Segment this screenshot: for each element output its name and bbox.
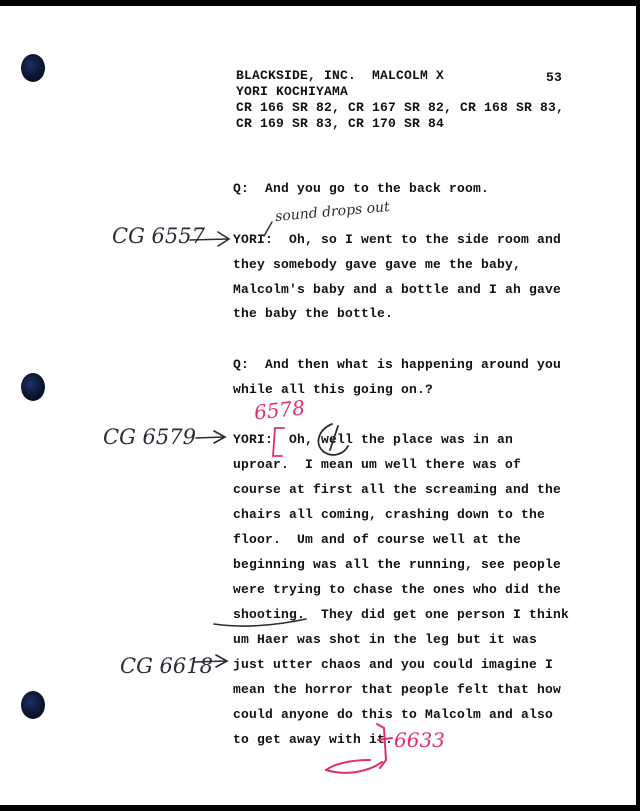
transcript-line: Q: And you go to the back room. xyxy=(233,181,490,196)
underline-mark xyxy=(214,619,306,626)
transcript-line: floor. Um and of course well at the xyxy=(233,532,522,547)
transcript-line: beginning was all the running, see people xyxy=(233,557,562,572)
header-line: CR 166 SR 82, CR 167 SR 82, CR 168 SR 83, xyxy=(236,100,565,115)
page-number: 53 xyxy=(546,70,563,85)
arrow-mark xyxy=(196,431,225,443)
transcript-line: YORI: Oh, well the place was in an xyxy=(233,432,514,447)
handwritten-red-code: 6633 xyxy=(394,728,445,752)
handwritten-cg-code: CG 6557 xyxy=(112,224,205,248)
transcript-line: the baby the bottle. xyxy=(233,306,394,321)
arrow-mark xyxy=(194,655,227,667)
transcript-line: chairs all coming, crashing down to the xyxy=(233,507,546,522)
transcript-line: to get away with it. xyxy=(233,732,394,747)
handwritten-red-code: 6578 xyxy=(252,395,307,425)
handwritten-cg-code: CG 6579 xyxy=(103,425,196,449)
transcript-line: shooting. They did get one person I think xyxy=(233,607,570,622)
red-bracket-mark xyxy=(273,428,284,456)
check-mark xyxy=(318,424,348,455)
header-line: CR 169 SR 83, CR 170 SR 84 xyxy=(236,116,445,131)
transcript-line: just utter chaos and you could imagine I xyxy=(233,657,554,672)
end-bracket-mark xyxy=(326,724,392,773)
tick-mark xyxy=(264,222,272,236)
transcript-line: could anyone do this to Malcolm and also xyxy=(233,707,554,722)
transcript-line: were trying to chase the ones who did the xyxy=(233,582,562,597)
transcript-line: Q: And then what is happening around you xyxy=(233,357,562,372)
transcript-line: they somebody gave gave me the baby, xyxy=(233,257,522,272)
transcript-line: Malcolm's baby and a bottle and I ah gave xyxy=(233,282,562,297)
transcript-line: mean the horror that people felt that how xyxy=(233,682,562,697)
transcript-line: while all this going on.? xyxy=(233,382,434,397)
header-line: YORI KOCHIYAMA xyxy=(236,84,349,99)
transcript-line: YORI: Oh, so I went to the side room and xyxy=(233,232,562,247)
handwritten-cg-code: CG 6618 xyxy=(120,654,213,678)
transcript-line: uproar. I mean um well there was of xyxy=(233,457,522,472)
transcript-line: um Haer was shot in the leg but it was xyxy=(233,632,538,647)
arrow-mark xyxy=(190,232,229,246)
header-line: BLACKSIDE, INC. MALCOLM X xyxy=(236,68,445,83)
handwritten-sound-note: sound drops out xyxy=(274,199,391,225)
transcript-line: course at first all the screaming and the xyxy=(233,482,562,497)
